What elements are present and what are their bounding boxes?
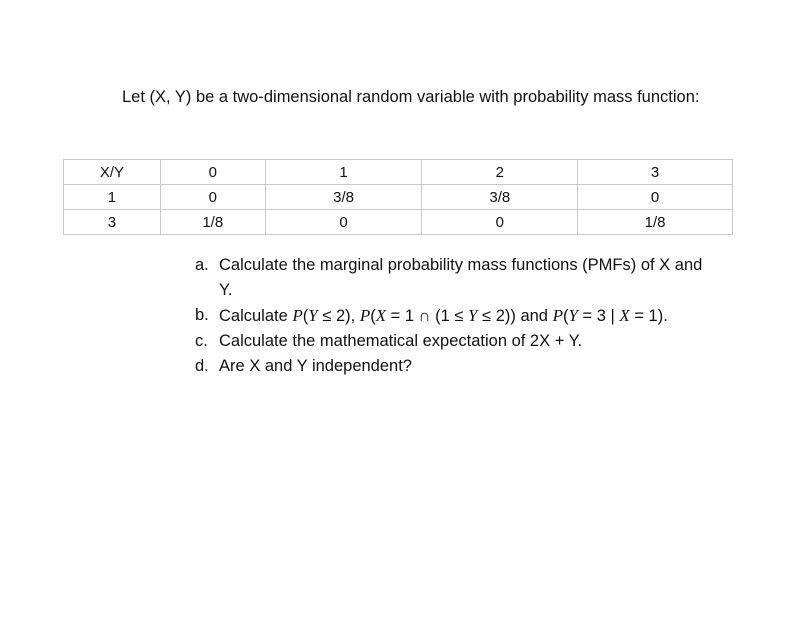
question-text: Calculate the mathematical expectation of 2X + Y. [219,332,583,350]
question-text: Calculate P(Y ≤ 2), P(X = 1 ∩ (1 ≤ Y ≤ 2)) and P(Y = 3 | X = 1). [219,306,668,325]
question-text: Are X and Y independent? [219,357,412,375]
table-cell: 1 [64,185,161,210]
table-cell: 1/8 [578,210,733,235]
table-cell: 0 [160,185,265,210]
intro-text: Let (X, Y) be a two-dimensional random variable with probability mass function: [122,88,700,106]
table-cell: 3/8 [422,185,578,210]
question-label: d. [195,357,209,375]
table-cell: 0 [265,210,422,235]
question-label: c. [195,332,208,350]
question-a [195,253,715,303]
question-label: b. [195,306,209,324]
table-header-row [64,160,733,185]
question-list [195,253,715,379]
table-header-cell: 3 [578,160,733,185]
pmf-table [63,159,733,235]
table-row [64,210,733,235]
question-text: Calculate the marginal probability mass functions (PMFs) of X and Y. [219,256,703,299]
table-cell: 0 [422,210,578,235]
table-row [64,185,733,210]
question-d [195,354,715,379]
table-cell: 1/8 [160,210,265,235]
question-label: a. [195,256,209,274]
table-cell: 3/8 [265,185,422,210]
table-header-cell: X/Y [64,160,161,185]
question-c [195,329,715,354]
table-header-cell: 2 [422,160,578,185]
table-header-cell: 1 [265,160,422,185]
table-cell: 0 [578,185,733,210]
table-cell: 3 [64,210,161,235]
table-header-cell: 0 [160,160,265,185]
question-b [195,303,715,329]
